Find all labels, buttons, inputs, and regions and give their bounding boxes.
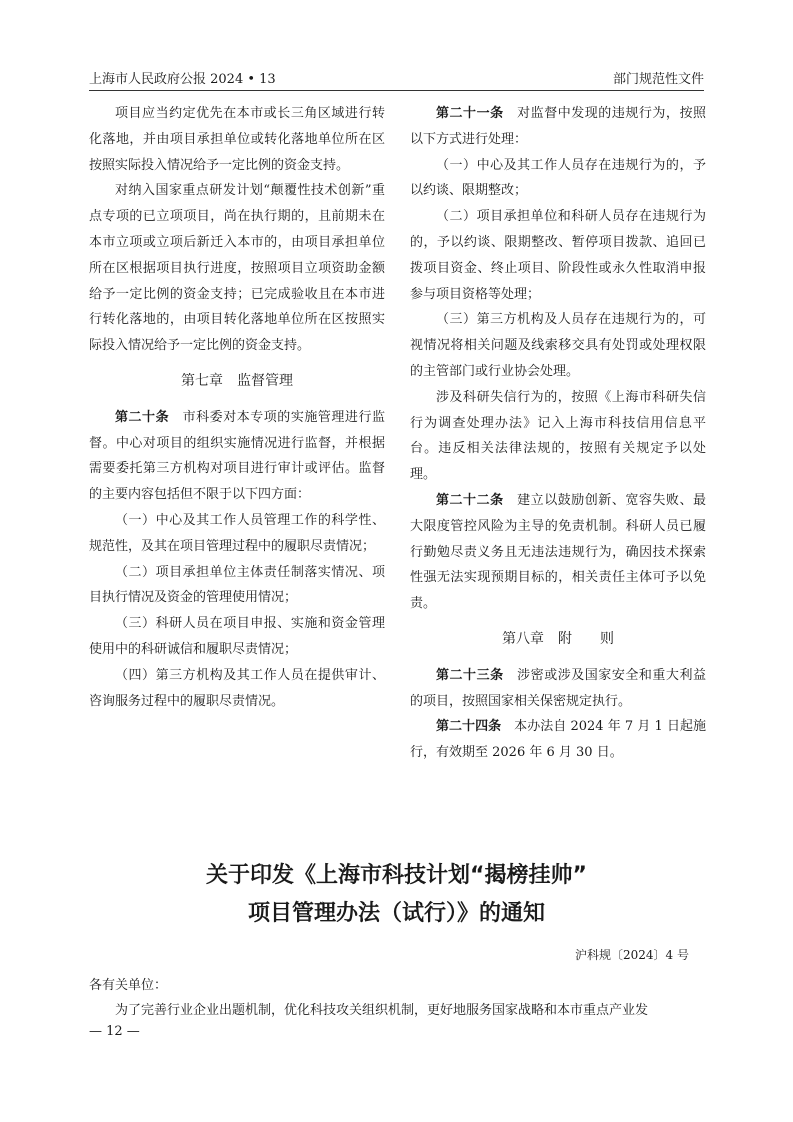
list-item: （二）项目承担单位和科研人员存在违规行为的，予以约谈、限期整改、暂停项目拨款、追回已拨项目资金、终止项目、阶段性或永久性取消申报参与项目资格等处理；: [410, 209, 706, 302]
greeting: 各有关单位：: [89, 978, 168, 993]
list-item: （三）科研人员在项目申报、实施和资金管理使用中的科研诚信和履职尽责情况；: [89, 616, 385, 657]
article-21: [410, 101, 706, 153]
document-number: 沪科规〔2024〕4 号: [575, 948, 689, 962]
header-right: 部门规范性文件: [612, 72, 704, 87]
chapter-heading: 第七章 监督管理: [181, 372, 293, 389]
paragraph: 项目应当约定优先在本市或长三角区域进行转化落地，并由项目承担单位或转化落地单位所在区按照实际投入情况给予一定比例的资金支持。: [89, 106, 385, 173]
header-left: 上海市人民政府公报 2024 • 13: [89, 72, 276, 87]
article-label: 第二十二条: [436, 492, 504, 508]
list-item: （一）中心及其工作人员存在违规行为的，予以约谈、限期整改；: [410, 157, 706, 199]
article-label: 第二十一条: [436, 106, 504, 121]
page-number: — 12 —: [89, 1024, 140, 1039]
article-label: 第二十三条: [436, 667, 504, 683]
article-label: 第二十四条: [436, 719, 502, 735]
article-text: 涉密或涉及国家安全和重大利益的项目，按照国家相关保密规定执行。: [410, 667, 706, 709]
chapter-heading: 第八章 附 则: [502, 630, 614, 647]
left-column: [89, 101, 385, 714]
article-text: 对监督中发现的违规行为，按照以下方式进行处理：: [410, 106, 706, 147]
article-text: 本办法自 2024 年 7 月 1 日起施行，有效期至 2026 年 6 月 30 日。: [410, 719, 706, 761]
notice-body: 为了完善行业企业出题机制，优化科技攻关组织机制，更好地服务国家战略和本市重点产业发: [115, 1003, 649, 1018]
paragraph: 涉及科研失信行为的，按照《上海市科研失信行为调查处理办法》记入上海市科技信用信息平台。违反相关法律法规的，按照有关规定予以处理。: [410, 389, 706, 483]
list-item: （三）第三方机构及人员存在违规行为的，可视情况将相关问题及线索移交具有处罚或处理权限的主管部门或行业协会处理。: [410, 312, 706, 379]
article-text: 建立以鼓励创新、宽容失败、最大限度管控风险为主导的免责机制。科研人员已履行勤勉尽责义务且无违法违规行为，确因技术探索性强无法实现预期目标的，相关责任主体可予以免责。: [410, 492, 706, 612]
list-item: （二）项目承担单位主体责任制落实情况、项目执行情况及资金的管理使用情况；: [89, 564, 385, 606]
article-23: [410, 663, 706, 715]
notice-title-line1: 关于印发《上海市科技计划“揭榜挂帅”: [206, 863, 587, 888]
list-item: （四）第三方机构及其工作人员在提供审计、咨询服务过程中的履职尽责情况。: [89, 667, 385, 709]
article-label: 第二十条: [115, 409, 170, 425]
article-22: [410, 488, 706, 617]
right-column: [410, 101, 706, 766]
header-rule: [89, 90, 704, 91]
notice-title-line2: 项目管理办法（试行）》的通知: [247, 901, 545, 926]
list-item: （一）中心及其工作人员管理工作的科学性、规范性，及其在项目管理过程中的履职尽责情况；: [89, 512, 385, 554]
page-header: [89, 68, 704, 88]
article-24: [410, 714, 706, 766]
article-20: [89, 405, 385, 508]
article-text: 市科委对本专项的实施管理进行监督。中心对项目的组织实施情况进行监督，并根据需要委托第三方机构对项目进行审计或评估。监督的主要内容包括但不限于以下四方面：: [89, 409, 385, 503]
paragraph: 对纳入国家重点研发计划“颠覆性技术创新”重点专项的已立项项目，尚在执行期的，且前期未在本市立项或立项后新迁入本市的，由项目承担单位所在区根据项目执行进度，按照项目立项资助金额给予一定比例的资金支持；已完成验收且在本市进行转化落地的，由项目转化落地单位所在区按照实际投入情况给予一定比例的资金支持。: [89, 183, 385, 354]
